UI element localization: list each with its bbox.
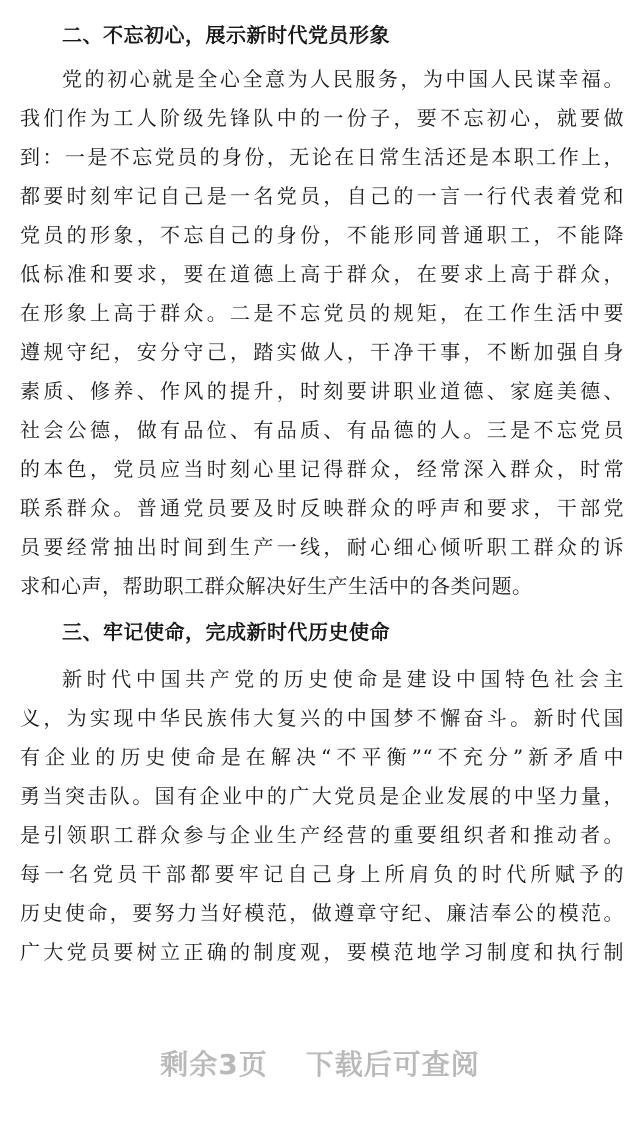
remaining-pages-label: 剩余3页 bbox=[160, 1048, 268, 1081]
paragraph-line: 义，为实现中华民族伟大复兴的中国梦不懈奋斗。新时代国 bbox=[20, 706, 624, 730]
paragraph-line: 求和心声，帮助职工群众解决好生产生活中的各类问题。 bbox=[20, 574, 533, 598]
paragraph-line: 的本色，党员应当时刻心里记得群众，经常深入群众，时常 bbox=[20, 457, 624, 481]
paragraph-line: 素质、修养、作风的提升，时刻要讲职业道德、家庭美德、 bbox=[20, 379, 624, 403]
paragraph-line: 遵规守纪，安分守己，踏实做人，干净干事，不断加强自身 bbox=[20, 340, 624, 364]
paragraph-line: 社会公德，做有品位、有品质、有品德的人。三是不忘党员 bbox=[20, 418, 624, 442]
paragraph-line: 新时代中国共产党的历史使命是建设中国特色社会主 bbox=[62, 667, 624, 691]
download-banner[interactable] bbox=[0, 1040, 640, 1090]
paragraph-line: 低标准和要求，要在道德上高于群众，在要求上高于群众， bbox=[20, 262, 624, 286]
paragraph-line: 都要时刻牢记自己是一名党员，自己的一言一行代表着党和 bbox=[20, 184, 624, 208]
section-heading-3: 三、牢记使命，完成新时代历史使命 bbox=[62, 620, 390, 644]
paragraph-line: 有企业的历史使命是在解决“不平衡”“不充分”新矛盾中 bbox=[20, 745, 624, 769]
paragraph-line: 广大党员要树立正确的制度观，要模范地学习制度和执行制 bbox=[20, 940, 624, 964]
paragraph-line: 联系群众。普通党员要及时反映群众的呼声和要求，干部党 bbox=[20, 496, 624, 520]
paragraph-line: 党员的形象，不忘自己的身份，不能形同普通职工，不能降 bbox=[20, 223, 624, 247]
section-heading-2: 二、不忘初心，展示新时代党员形象 bbox=[62, 23, 390, 47]
download-hint-label: 下载后可查阅 bbox=[305, 1048, 480, 1081]
paragraph-line: 我们作为工人阶级先锋队中的一份子，要不忘初心，就要做 bbox=[20, 106, 624, 130]
paragraph-line: 是引领职工群众参与企业生产经营的重要组织者和推动者。 bbox=[20, 823, 624, 847]
paragraph-line: 员要经常抽出时间到生产一线，耐心细心倾听职工群众的诉 bbox=[20, 535, 624, 559]
paragraph-line: 党的初心就是全心全意为人民服务，为中国人民谋幸福。 bbox=[62, 67, 624, 91]
paragraph-line: 到：一是不忘党员的身份，无论在日常生活还是本职工作上， bbox=[20, 145, 624, 169]
paragraph-line: 每一名党员干部都要牢记自己身上所肩负的时代所赋予的 bbox=[20, 862, 624, 886]
paragraph-line: 历史使命，要努力当好模范，做遵章守纪、廉洁奉公的模范。 bbox=[20, 901, 624, 925]
paragraph-line: 在形象上高于群众。二是不忘党员的规矩，在工作生活中要 bbox=[20, 301, 624, 325]
paragraph-line: 勇当突击队。国有企业中的广大党员是企业发展的中坚力量， bbox=[20, 784, 624, 808]
